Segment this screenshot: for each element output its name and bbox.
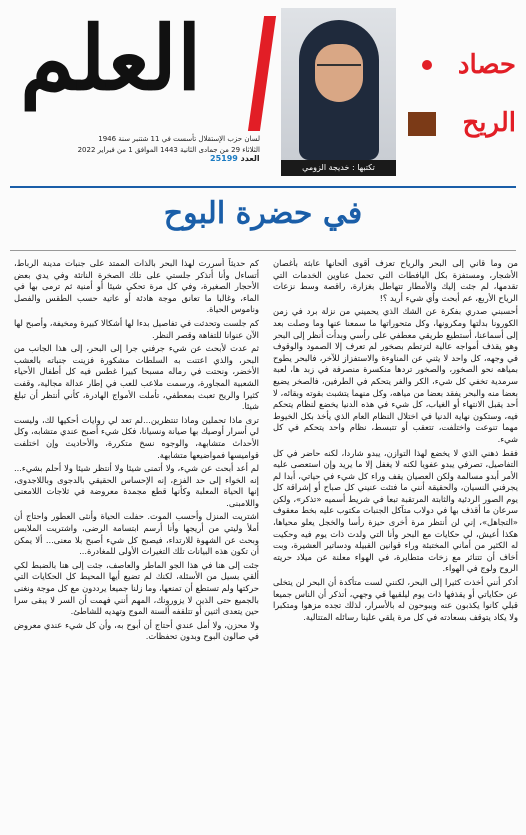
article-paragraph: ترى ماذا تحملين وماذا تنتظرين...لم تعد لي روايات أحكيها لك، وليست لي أسرار أوصيك بها صيانة ونسيانا، فكل شيء أصبح عندي متشابه، وكل الأحداث متشابهة، والوجوه نسخ متكررة، والأحاديث وإن اختلفت قواميسها فمواضيعها متشابهة. — [14, 414, 259, 460]
title-rule-top — [10, 186, 516, 188]
masthead-info — [20, 134, 260, 156]
article-paragraph: أحسبني صدري بفكرة عن الشك الذي يحميني من نزلة برد في زمن الكورونا بدلتها ومكرونها، وكل متحوراتها ما سمعنا عنها وما وصلت بعد إلى أسماعنا، أستطيع طريقي معطفي على رأسي وبدأت أنظر إلى البحر وهو يقذف أمواجه عالية لترتطم بصخور لم تعرف إلا الصمود والوقوف في وجهه، كل واحد لا يثني عن المناوءة والاستفزاز للآخر، فالبحر يطوح بمياهه نحو الصخور، والصخور تردها منكسرة منصرفة في زبد ها، لعبة سرمدية تخفي كل شيء، الكر والفر يتحكم في الطرفين، فالصخر يضيع بعضا منه والبحر يفقد بعضا من مياهه، وكل منهما يتشبث بقوته وبقائه، لا أحد يقبل الانتهاء أو الغياب، كل شيء في هذه الدنيا يخضع لنظام يتحكم فيه، وستكون نهاية الدنيا في اختلال النظام العام الذي يأخذ بكل الخيوط مهما تنوعت واختلفت، تتعقب أو تتبسط، نظام واحد يتحكم في كل شيء. — [273, 306, 518, 444]
column-name-mark — [422, 60, 432, 70]
article-paragraph: ثم عدت لأبحث عن شيء جرفني جرا إلى البحر، إلى هذا الجانب من البحر، والذي اعتنت به السلطات مشكورة فزينت جنباته بالعشب الأخضر، ونحتت في رماله مسبحا كبيرا غطس فيه كل أطفال الأحياء الشعبية المجاورة، ورسمت ملاعب للعب في إطار عدالة مجالية، وقفت كثيرا والريح تعبث بمعطفي، تأملت الأمواج الهادرة، كأني أنتظر أن تبلغ شيئا. — [14, 343, 259, 412]
masthead-date: الثلاثاء 29 من جمادى الثانية 1443 الموافق 1 من فبراير 2022 — [77, 146, 260, 154]
logo-accent-stroke — [248, 16, 276, 131]
column-name-top: حصاد — [457, 50, 516, 80]
masthead — [10, 6, 270, 166]
article-paragraph: من وما قاني إلى البحر والرياح تعزف أقوى ألحانها عابثة بأغصان الأشجار، ومستفزة بكل اليافطات التي تحمل عناوين الخدمات التي تقدمها، لم جئت إليك والأمطار تتهاطل بغزارة، راقصة وسط نزعات الرياح الأربع، عم أبحث وأي شيء أريد ؟! — [273, 258, 518, 303]
article-paragraph: فقط ذهني الذي لا يخضع لهذا التوازن، يبدو شاردا، لكنه حاضر في كل التفاصيل، تصرفي يبدو عفويا لكنه لا يغفل إلا ما يريد وإن استعصى عليه الأمر أبدو مسالمة ولكن العصيان يقف وراء كل شيء في حياتي، أبدا لم يجرفني النسيان، والحقيقة أنني ما فتئت عنيني كل صباح أو إشراقة كل يوم الصور الردئية والثابتة المرتقبة تبعا في شريط أسميه «تذكر»، ولكن سرعان ما أقذف بها في دولاب متآكل الجنبات مكتوب عليه بخط معقوف «التجاهل»، إني لن أنتظر مرة أخرى حيزة رأسا والخجل يعلو محياها، هكذا أعيش، لي حكايات مع البحر وأنا التي ولدت ذات يوم فيه وحكيت له الكثير من أماني المختبئة وراء قوانين القبيلة ودساتير العشيرة، وبت أخاف أن تتناثر مع زخات متطايرة، في الهواء معلنة عن ميلاد حريته الروح ولوج في الهواء. — [273, 447, 518, 574]
author-photo — [281, 8, 396, 160]
issue-number — [210, 154, 260, 163]
article-paragraph: لم أعد أبحث عن شيء، ولا أتمنى شيئا ولا أنتظر شيئا ولا أحلم بشيء... إنه الخواء إلى حد الفزع، إنه الإحساس الحقيقي بالدجوى وباللاجدوى، إنها الحياة المعلبة وكأنها قطع مجمدة معروضة في ثلاجات اللامعنى واللامبنى. — [14, 463, 259, 508]
issue-label: العدد — [240, 154, 260, 163]
title-rule-bottom — [10, 250, 516, 251]
article-paragraph: كم حديثاً أسررت لهذا البحر بالذات الممتد على جنبات مدينة الرباط، أتساءل وأنا أتذكر جلستي على تلك الصخرة الناتئة وفي يدي بعض الأحجار الصغيرة، وفي كل مرة تحكي شيئا أو أمنية ثم ترمى بها في الماء، وغالبا ما تعانق موجة هادئة أو عاتية حسب الطقس والفصل وناموس الحياة. — [14, 258, 259, 315]
article-title: في حضرة البوح — [163, 196, 363, 231]
column-name-bottom: الريح — [462, 108, 516, 138]
article-paragraph: اشتريت المنزل وأحسب الموت. حفلت الحياة وأنثى العطور واحتاج أن أملأ وليتي من أريجها وأنا أرسم ابتسامة الرضى، واشتريت الملابس وبحث عن الشهوة للارتداء، فيصبح كل شيء أصبح بلا معنى... ألا يمكن أن تكون هذه البيانات تلك التغيرات الأولى للمغادرة... — [14, 511, 259, 557]
column-name-bar — [408, 112, 436, 136]
newspaper-logo: العلم — [20, 6, 202, 110]
article-paragraph: جئت إلى هنا في هذا الجو الماطر والعاصف، جئت إلى هنا بالضبط لكي ألقي بسيل من الأسئلة، لكنك لم تضيع أيها المحيط كل الحكايات التي حركتها ولم تستطع أن تمنعها، وما زلنا جميعا يرددون مع كل موجة ونغنى بالجميع حتى الذين لا يزورونك، المهم أنني فهمت أن السر لا يبقى سرا حين يتعدى اثنين أو تتلقفه ألسنة الموج وتهديه للشاطئ. — [14, 559, 259, 617]
masthead-tagline: لسان حزب الإستقلال تأسست في 11 شتنبر سنة 1946 — [98, 135, 260, 143]
article-paragraph: أذكر أنني أخذت كثيرا إلى البحر، لكنني لست متأكدة أن البحر لن يتخلى عن حكاياتي أو يقذفها ذات يوم ليلقيها في وجهي، أتذكر أن الناس جميعا قبلي كانوا يكذبون عنه ويبوحون له بالأسرار، لذلك تجده مزهوا ومتكبرا ولا يكاد يتوقف بسعادته في كل مرة يلقي علينا رسائله المتتالية. — [273, 577, 518, 622]
author-caption: تكتبها : خديجة الزومي — [281, 160, 396, 176]
issue-value: 25199 — [210, 154, 238, 163]
article-paragraph: كم جلست وتحدثت في تفاصيل بدءا لها أشكالا كبيرة ومخيفة، وأصبح لها الآن عنوانا للتفاهة وقصر النظر. — [14, 317, 259, 340]
article-column-right — [273, 258, 518, 830]
column-name — [408, 50, 518, 150]
article-column-left — [14, 258, 259, 830]
author-glasses — [317, 64, 361, 76]
article-paragraph: ولا محزن، ولا أمل عندي أحتاج أن أبوح به، وأن كل شيء عندي معروض في صالون البوح وبدون تحفظات. — [14, 619, 259, 642]
